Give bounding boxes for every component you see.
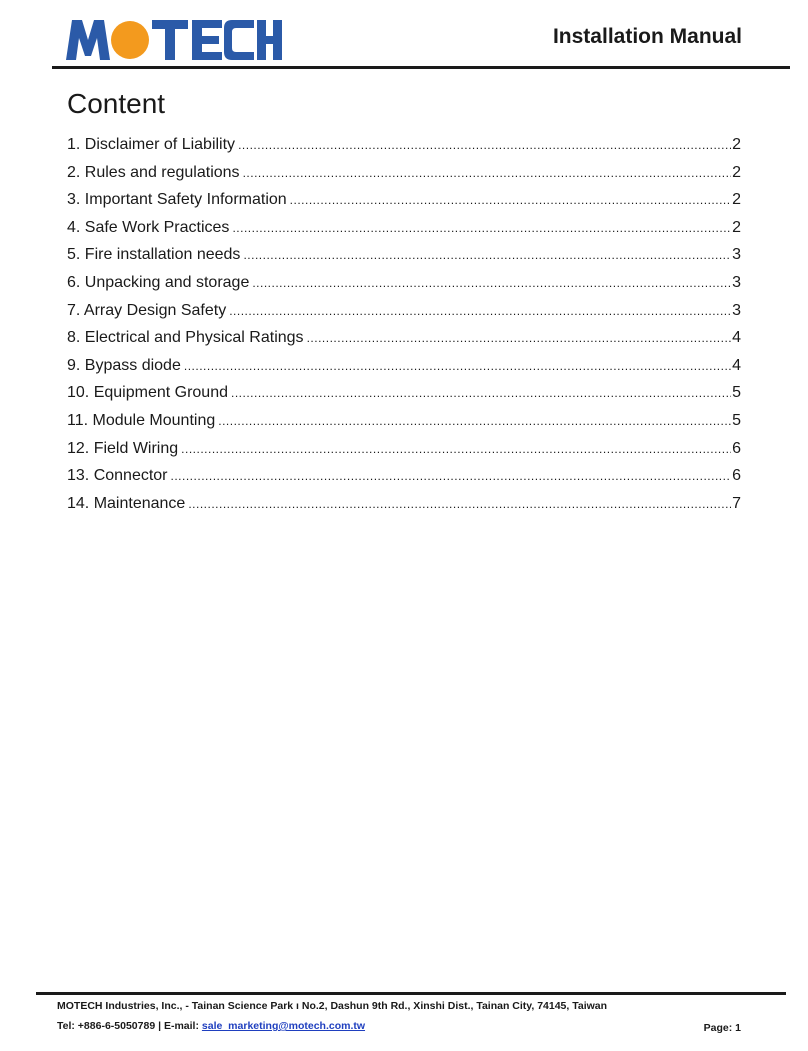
footer-page-label: Page: [703, 1022, 733, 1034]
toc-entry-label: 8. Electrical and Physical Ratings [67, 329, 304, 347]
content-heading: Content [67, 88, 166, 119]
footer-company-line [57, 1000, 607, 1012]
footer-separator: | [158, 1020, 162, 1032]
toc-dot-leader [249, 276, 731, 290]
footer-company: MOTECH Industries, Inc., - [57, 1000, 189, 1012]
toc-dot-leader [229, 221, 731, 235]
footer-tel: Tel: +886-6-5050789 [57, 1020, 156, 1032]
toc-entry-page: 2 [732, 218, 741, 236]
footer-address: Tainan Science Park ı No.2, Dashun 9th Rd., Xinshi Dist., Tainan City, 74145, Taiwan [191, 1000, 608, 1012]
toc-entry[interactable] [67, 412, 741, 440]
toc-entry[interactable] [67, 357, 741, 385]
toc-entry-label: 2. Rules and regulations [67, 163, 240, 181]
toc-entry[interactable] [67, 384, 741, 412]
toc-entry-page: 4 [732, 356, 741, 374]
toc-entry-label: 13. Connector [67, 467, 168, 485]
toc-dot-leader [228, 386, 731, 400]
toc-entry-label: 14. Maintenance [67, 494, 186, 512]
toc-entry-page: 2 [732, 191, 741, 209]
document-title: Installation Manual [552, 25, 742, 48]
toc-entry[interactable] [67, 302, 741, 330]
toc-entry[interactable] [67, 219, 741, 247]
toc-entry-label: 4. Safe Work Practices [67, 218, 230, 236]
toc-entry-label: 11. Module Mounting [67, 411, 216, 429]
toc-dot-leader [304, 331, 731, 345]
toc-entry-page: 6 [732, 439, 741, 457]
toc-dot-leader [240, 166, 731, 180]
toc-dot-leader [240, 248, 731, 262]
toc-dot-leader [235, 138, 731, 152]
toc-dot-leader [226, 304, 731, 318]
footer-page-indicator [704, 1022, 741, 1034]
toc-dot-leader [215, 414, 731, 428]
table-of-contents [67, 136, 741, 522]
toc-dot-leader [178, 442, 731, 456]
footer-divider [36, 992, 786, 995]
toc-dot-leader [168, 469, 731, 483]
toc-entry-page: 5 [732, 384, 741, 402]
footer-page-number: 1 [735, 1022, 741, 1034]
toc-entry-page: 3 [732, 301, 741, 319]
header-divider [52, 66, 790, 69]
toc-entry[interactable] [67, 440, 741, 468]
toc-entry-page: 3 [732, 273, 741, 291]
toc-entry-label: 1. Disclaimer of Liability [67, 136, 236, 153]
toc-entry-page: 2 [732, 136, 741, 153]
toc-entry-page: 6 [732, 467, 741, 485]
toc-entry-page: 7 [732, 494, 741, 512]
toc-entry-page: 3 [732, 246, 741, 264]
toc-entry[interactable] [67, 191, 741, 219]
footer-email-link[interactable]: sale_marketing@motech.com.tw [201, 1020, 366, 1032]
toc-entry-label: 12. Field Wiring [67, 439, 179, 457]
toc-entry-label: 5. Fire installation needs [67, 246, 241, 264]
toc-entry[interactable] [67, 136, 741, 164]
toc-dot-leader [185, 497, 731, 511]
toc-entry-page: 4 [732, 329, 741, 347]
toc-entry-label: 3. Important Safety Information [67, 191, 287, 209]
toc-entry-label: 9. Bypass diode [67, 356, 181, 374]
toc-entry[interactable] [67, 274, 741, 302]
toc-entry[interactable] [67, 329, 741, 357]
toc-entry-label: 7. Array Design Safety [67, 301, 227, 319]
toc-entry[interactable] [67, 246, 741, 274]
footer-contact-line [57, 1020, 365, 1032]
toc-entry[interactable] [67, 164, 741, 192]
toc-dot-leader [287, 193, 731, 207]
toc-entry-label: 10. Equipment Ground [67, 384, 228, 402]
toc-entry[interactable] [67, 495, 741, 523]
toc-entry-page: 5 [732, 411, 741, 429]
toc-entry[interactable] [67, 467, 741, 495]
footer-email-label: E-mail: [163, 1020, 199, 1032]
motech-logo [64, 16, 284, 62]
toc-entry-label: 6. Unpacking and storage [67, 273, 250, 291]
toc-entry-page: 2 [732, 163, 741, 181]
toc-dot-leader [181, 359, 731, 373]
